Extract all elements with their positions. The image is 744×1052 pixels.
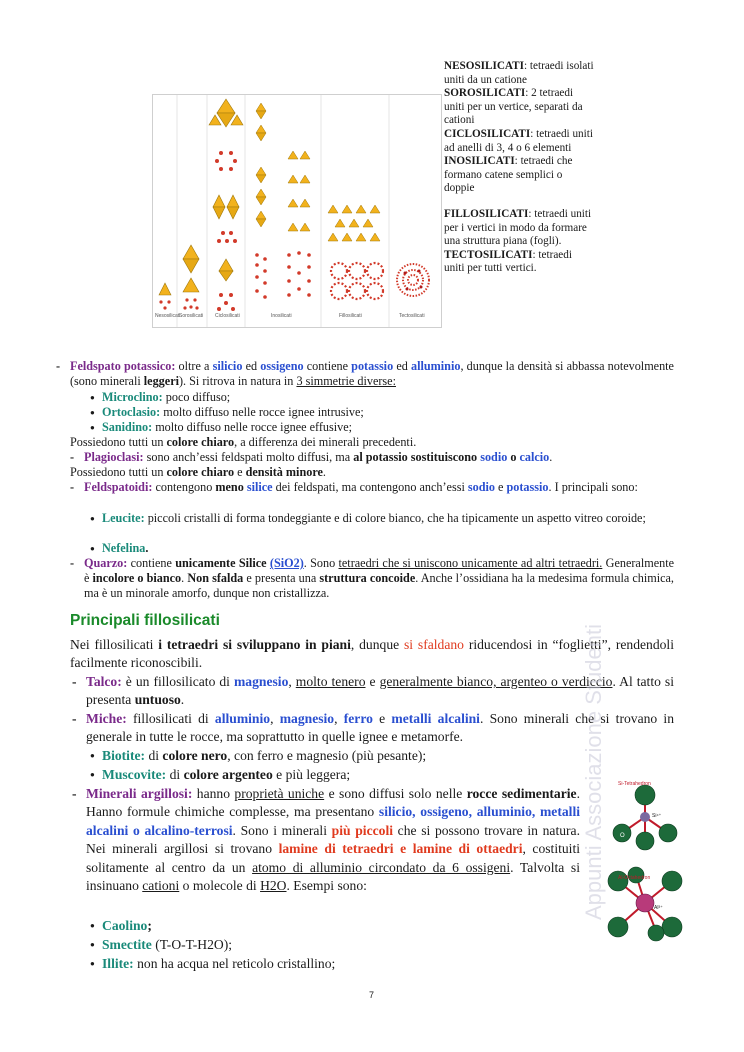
feldspato-title: Feldspato potassico: xyxy=(70,359,176,373)
term-silice: silice xyxy=(246,480,273,494)
text-span: fillosilicati di xyxy=(126,711,215,726)
legend-ino-title: INOSILICATI xyxy=(444,155,515,168)
text-span: è un fillosilicato di xyxy=(121,674,234,689)
legend-neso-title: NESOSILICATI xyxy=(444,60,524,72)
sanidino-text: molto diffuso nelle rocce ignee effusive; xyxy=(152,420,353,434)
term-meno: meno xyxy=(215,480,244,494)
list-item-sanidino xyxy=(102,420,352,435)
text-span: , a differenza dei minerali precedenti. xyxy=(234,435,417,449)
si-ion-label: Si⁴⁺ xyxy=(652,813,662,819)
nefelina-label: Nefelina xyxy=(102,541,146,555)
legend-tecto-title: TECTOSILICATI xyxy=(444,248,533,261)
term-elementi: silicio, ossigeno, alluminio, metalli alcalini o alcalino-terrosi xyxy=(86,804,580,838)
text-span: ; xyxy=(147,918,152,933)
text-span: oltre a xyxy=(175,359,213,373)
term-incolore: incolore o bianco xyxy=(92,571,182,585)
microclino-text: poco diffuso; xyxy=(162,390,231,404)
text-span: , xyxy=(334,711,344,726)
smectite-text: (T-O-T-H2O); xyxy=(151,937,232,952)
ortoclasio-label: Ortoclasio: xyxy=(102,405,161,419)
text-span: , xyxy=(270,711,280,726)
biotite-label: Biotite: xyxy=(102,748,146,763)
text-span: e sono diffusi solo nelle xyxy=(324,786,467,801)
text-span: . I principali sono: xyxy=(548,480,638,494)
text-span: , costituiti solitamente al centro da un xyxy=(86,841,580,875)
text-span: e xyxy=(365,674,380,689)
legend-soro-title: SOROSILICATI xyxy=(444,87,526,100)
term-colore-chiaro: colore chiaro xyxy=(166,435,235,449)
term-simmetrie: 3 simmetrie diverse: xyxy=(296,374,396,388)
text-span: ed xyxy=(242,359,261,373)
text-span: e xyxy=(234,465,246,479)
talco-title: Talco: xyxy=(86,674,122,689)
text-span: Possiedono tutti un xyxy=(70,435,167,449)
list-item-nefelina xyxy=(102,541,148,556)
term-atomo-alluminio: atomo di alluminio circondato da 6 ossigeni xyxy=(252,859,511,875)
legend-tecto-text: : tetraedi uniti per tutti vertici. xyxy=(444,248,572,275)
term-colore-chiaro: colore chiaro xyxy=(166,465,235,479)
text-span: . xyxy=(181,571,188,585)
si-tetrahedron-label: Si-Tetrahedron xyxy=(618,781,651,787)
term-silicio: silicio xyxy=(212,359,243,373)
term-unicamente-silice: unicamente Silice xyxy=(175,556,267,570)
list-item-smectite xyxy=(102,936,232,954)
al-octahedron-label: Al-Octahedron xyxy=(618,875,651,881)
text-span: di xyxy=(166,767,184,782)
term-potassio: potassio xyxy=(506,480,549,494)
silicate-structures-illustration xyxy=(153,95,441,327)
legend-fillo-text: : tetraedi uniti per i vertici in modo da formare una struttura piana (fogli). xyxy=(444,207,592,248)
caolino-label: Caolino xyxy=(102,918,148,933)
text-span: Nei fillosilicati xyxy=(70,637,159,652)
term-lamine: lamine di tetraedri e lamine di ottaedri xyxy=(278,841,523,857)
feldspatoidi-title: Feldspatoidi: xyxy=(84,480,153,494)
plagioclasi-summary xyxy=(70,465,326,480)
text-span: . xyxy=(180,692,185,708)
term-colore-argenteo: colore argenteo xyxy=(183,767,273,782)
text-span: di xyxy=(145,748,163,763)
text-span: . Anche l’ossidiana ha la medesima formula chimica, ma è un minorale amorfo, dunque non cristallizza. xyxy=(84,571,674,600)
sanidino-label: Sanidino: xyxy=(102,420,153,434)
figure-label-ciclosilicati: Ciclosilicati xyxy=(215,313,240,319)
feldspato-summary xyxy=(70,435,416,450)
text-span: hanno xyxy=(192,786,235,801)
list-item-muscovite xyxy=(102,766,350,784)
text-span: . Sono minerali che si trovano in generale in tutte le rocce, ma soprattutto in quelle ignee e metamorfe. xyxy=(86,711,675,745)
silicate-structures-figure xyxy=(152,94,442,328)
term-sodio: sodio xyxy=(480,450,508,464)
section-title: Principali fillosilicati xyxy=(70,612,220,629)
text-span: . Sono i minerali xyxy=(232,822,332,838)
term-ferro: ferro xyxy=(343,711,373,726)
legend-ciclosilicati xyxy=(444,128,594,155)
term-h2o: H2O xyxy=(260,878,287,894)
term-molto-tenero: molto tenero xyxy=(295,674,366,689)
term-ossigeno: ossigeno xyxy=(260,359,304,373)
term-al-potassio: al potassio sostituiscono xyxy=(353,450,478,464)
legend-inosilicati xyxy=(444,155,594,196)
oxygen-label: O xyxy=(620,833,625,839)
legend-nesosilicati xyxy=(444,60,594,87)
term-si-sfaldano: si sfaldano xyxy=(404,637,464,652)
miche-title: Miche: xyxy=(86,711,127,726)
text-span: Possiedono tutti un xyxy=(70,465,167,479)
text-span: , con ferro e magnesio (più pesante); xyxy=(227,748,427,763)
legend-tectosilicati xyxy=(444,249,594,276)
legend-soro-text: : 2 tetraedi uniti per un vertice, separati da cationi xyxy=(444,87,583,127)
term-alluminio: alluminio xyxy=(214,711,271,726)
term-proprieta-uniche: proprietà uniche xyxy=(234,786,325,801)
text-span: e xyxy=(372,711,392,726)
text-span: e xyxy=(494,480,507,494)
text-span: e presenta una xyxy=(243,571,320,585)
text-span: contiene xyxy=(127,556,176,570)
argillosi-paragraph xyxy=(86,785,580,895)
term-non-sfalda: Non sfalda xyxy=(187,571,244,585)
smectite-label: Smectite xyxy=(102,937,152,952)
term-leggeri: leggeri xyxy=(143,374,179,388)
text-span: sono anch’essi feldspati molto diffusi, ma xyxy=(143,450,354,464)
term-struttura-concoide: struttura concoide xyxy=(319,571,416,585)
term-sodio: sodio xyxy=(467,480,495,494)
argillosi-title: Minerali argillosi: xyxy=(86,786,193,801)
term-bianco-argenteo: generalmente bianco, argenteo o verdiccio xyxy=(379,674,613,689)
microclino-label: Microclino: xyxy=(102,390,163,404)
text-span: . Hanno formule chimiche complesse, ma presentano xyxy=(86,786,580,820)
term-formula-sio2: (SiO2) xyxy=(269,556,304,570)
list-item-ortoclasio xyxy=(102,405,364,420)
ortoclasio-text: molto diffuso nelle rocce ignee intrusive; xyxy=(160,405,364,419)
silicate-legend xyxy=(444,60,594,276)
list-item-caolino xyxy=(102,917,152,935)
term-magnesio: magnesio xyxy=(279,711,335,726)
term-densita-minore: densità minore xyxy=(245,465,323,479)
list-item-biotite xyxy=(102,747,426,765)
legend-sorosilicati xyxy=(444,87,594,128)
watermark: Appunti Associazione Studenti xyxy=(581,624,606,920)
term-metalli-alcalini: metalli alcalini xyxy=(391,711,480,726)
figure-label-fillosilicati: Fillosilicati xyxy=(339,313,362,319)
text-span: . Esempi sono: xyxy=(286,878,367,894)
text-span: . Al tatto si presenta xyxy=(86,674,674,708)
figure-label-inosilicati: Inosilicati xyxy=(271,313,292,319)
text-span: riducendosi in “foglietti”, rendendoli facilmente riconoscibili. xyxy=(70,637,674,671)
term-magnesio: magnesio xyxy=(233,674,289,689)
plagioclasi-paragraph xyxy=(84,450,552,465)
list-item-leucite xyxy=(102,511,674,526)
term-alluminio: alluminio xyxy=(410,359,461,373)
term-tetraedri: tetraedri che si uniscono unicamente ad altri tetraedri. xyxy=(338,556,603,570)
text-span: che si possono trovare in natura. Nei minerali argillosi si trovano xyxy=(86,822,580,857)
quarzo-title: Quarzo: xyxy=(84,556,128,570)
text-span: ). Si ritrova in natura in xyxy=(179,374,297,388)
figure-label-nesosilicati: Nesosilicati xyxy=(155,313,181,319)
figure-label-sorosilicati: Sorosilicati xyxy=(179,313,204,319)
list-item-microclino xyxy=(102,390,230,405)
figure-label-tectosilicati: Tectosilicati xyxy=(399,313,425,319)
term-piu-piccoli: più piccoli xyxy=(331,822,393,838)
term-untuoso: untuoso xyxy=(134,692,181,708)
text-span: contiene xyxy=(303,359,352,373)
text-span: ed xyxy=(393,359,411,373)
text-span: dei feldspati, ma contengono anch’essi xyxy=(272,480,468,494)
muscovite-label: Muscovite: xyxy=(102,767,167,782)
feldspatoidi-paragraph xyxy=(84,480,674,495)
list-item-illite xyxy=(102,955,335,973)
text-span: . xyxy=(145,541,149,555)
legend-neso-text: : tetraedi isolati uniti da un catione xyxy=(444,60,594,86)
text-span: o xyxy=(507,450,520,464)
legend-ciclo-text: : tetraedi uniti ad anelli di 3, 4 o 6 elementi xyxy=(444,127,593,154)
text-span: . Talvolta si insinuano xyxy=(86,859,580,894)
term-piani: i tetraedri si sviluppano in piani xyxy=(158,637,351,652)
term-rocce-sedimentarie: rocce sedimentarie xyxy=(466,786,577,801)
text-span: contengono xyxy=(152,480,216,494)
text-span: , dunque la densità si abbassa notevolmente (sono minerali xyxy=(70,359,674,388)
term-potassio: potassio xyxy=(351,359,394,373)
term-colore-nero: colore nero xyxy=(162,748,228,763)
illite-label: Illite: xyxy=(102,956,134,971)
feldspato-paragraph xyxy=(70,359,674,389)
legend-ciclo-title: CICLOSILICATI xyxy=(444,127,531,140)
leucite-text: piccoli cristalli di forma tondeggiante e di colore bianco, che ha tipicamente un aspetto vitreo coroide; xyxy=(144,511,646,525)
legend-ino-text: : tetraedi che formano catene semplici o doppie xyxy=(444,155,573,195)
text-span: , dunque xyxy=(350,637,404,652)
illite-text: non ha acqua nel reticolo cristallino; xyxy=(133,956,336,971)
legend-fillo-title: FILLOSILICATI xyxy=(444,207,529,220)
page-number: 7 xyxy=(369,990,375,1000)
text-span: Generalmente è xyxy=(84,556,674,585)
text-span: , xyxy=(288,674,296,689)
term-cationi: cationi xyxy=(142,878,180,894)
text-span: o molecole di xyxy=(179,878,261,894)
leucite-label: Leucite: xyxy=(102,511,145,525)
text-span: . xyxy=(549,450,553,464)
text-span: . xyxy=(322,465,326,479)
text-span: e più leggera; xyxy=(272,767,351,782)
al-ion-label: Al³⁺ xyxy=(654,905,663,911)
text-span: . Sono xyxy=(303,556,339,570)
term-calcio: calcio xyxy=(519,450,550,464)
plagioclasi-title: Plagioclasi: xyxy=(84,450,144,464)
legend-fillosilicati xyxy=(444,208,594,249)
